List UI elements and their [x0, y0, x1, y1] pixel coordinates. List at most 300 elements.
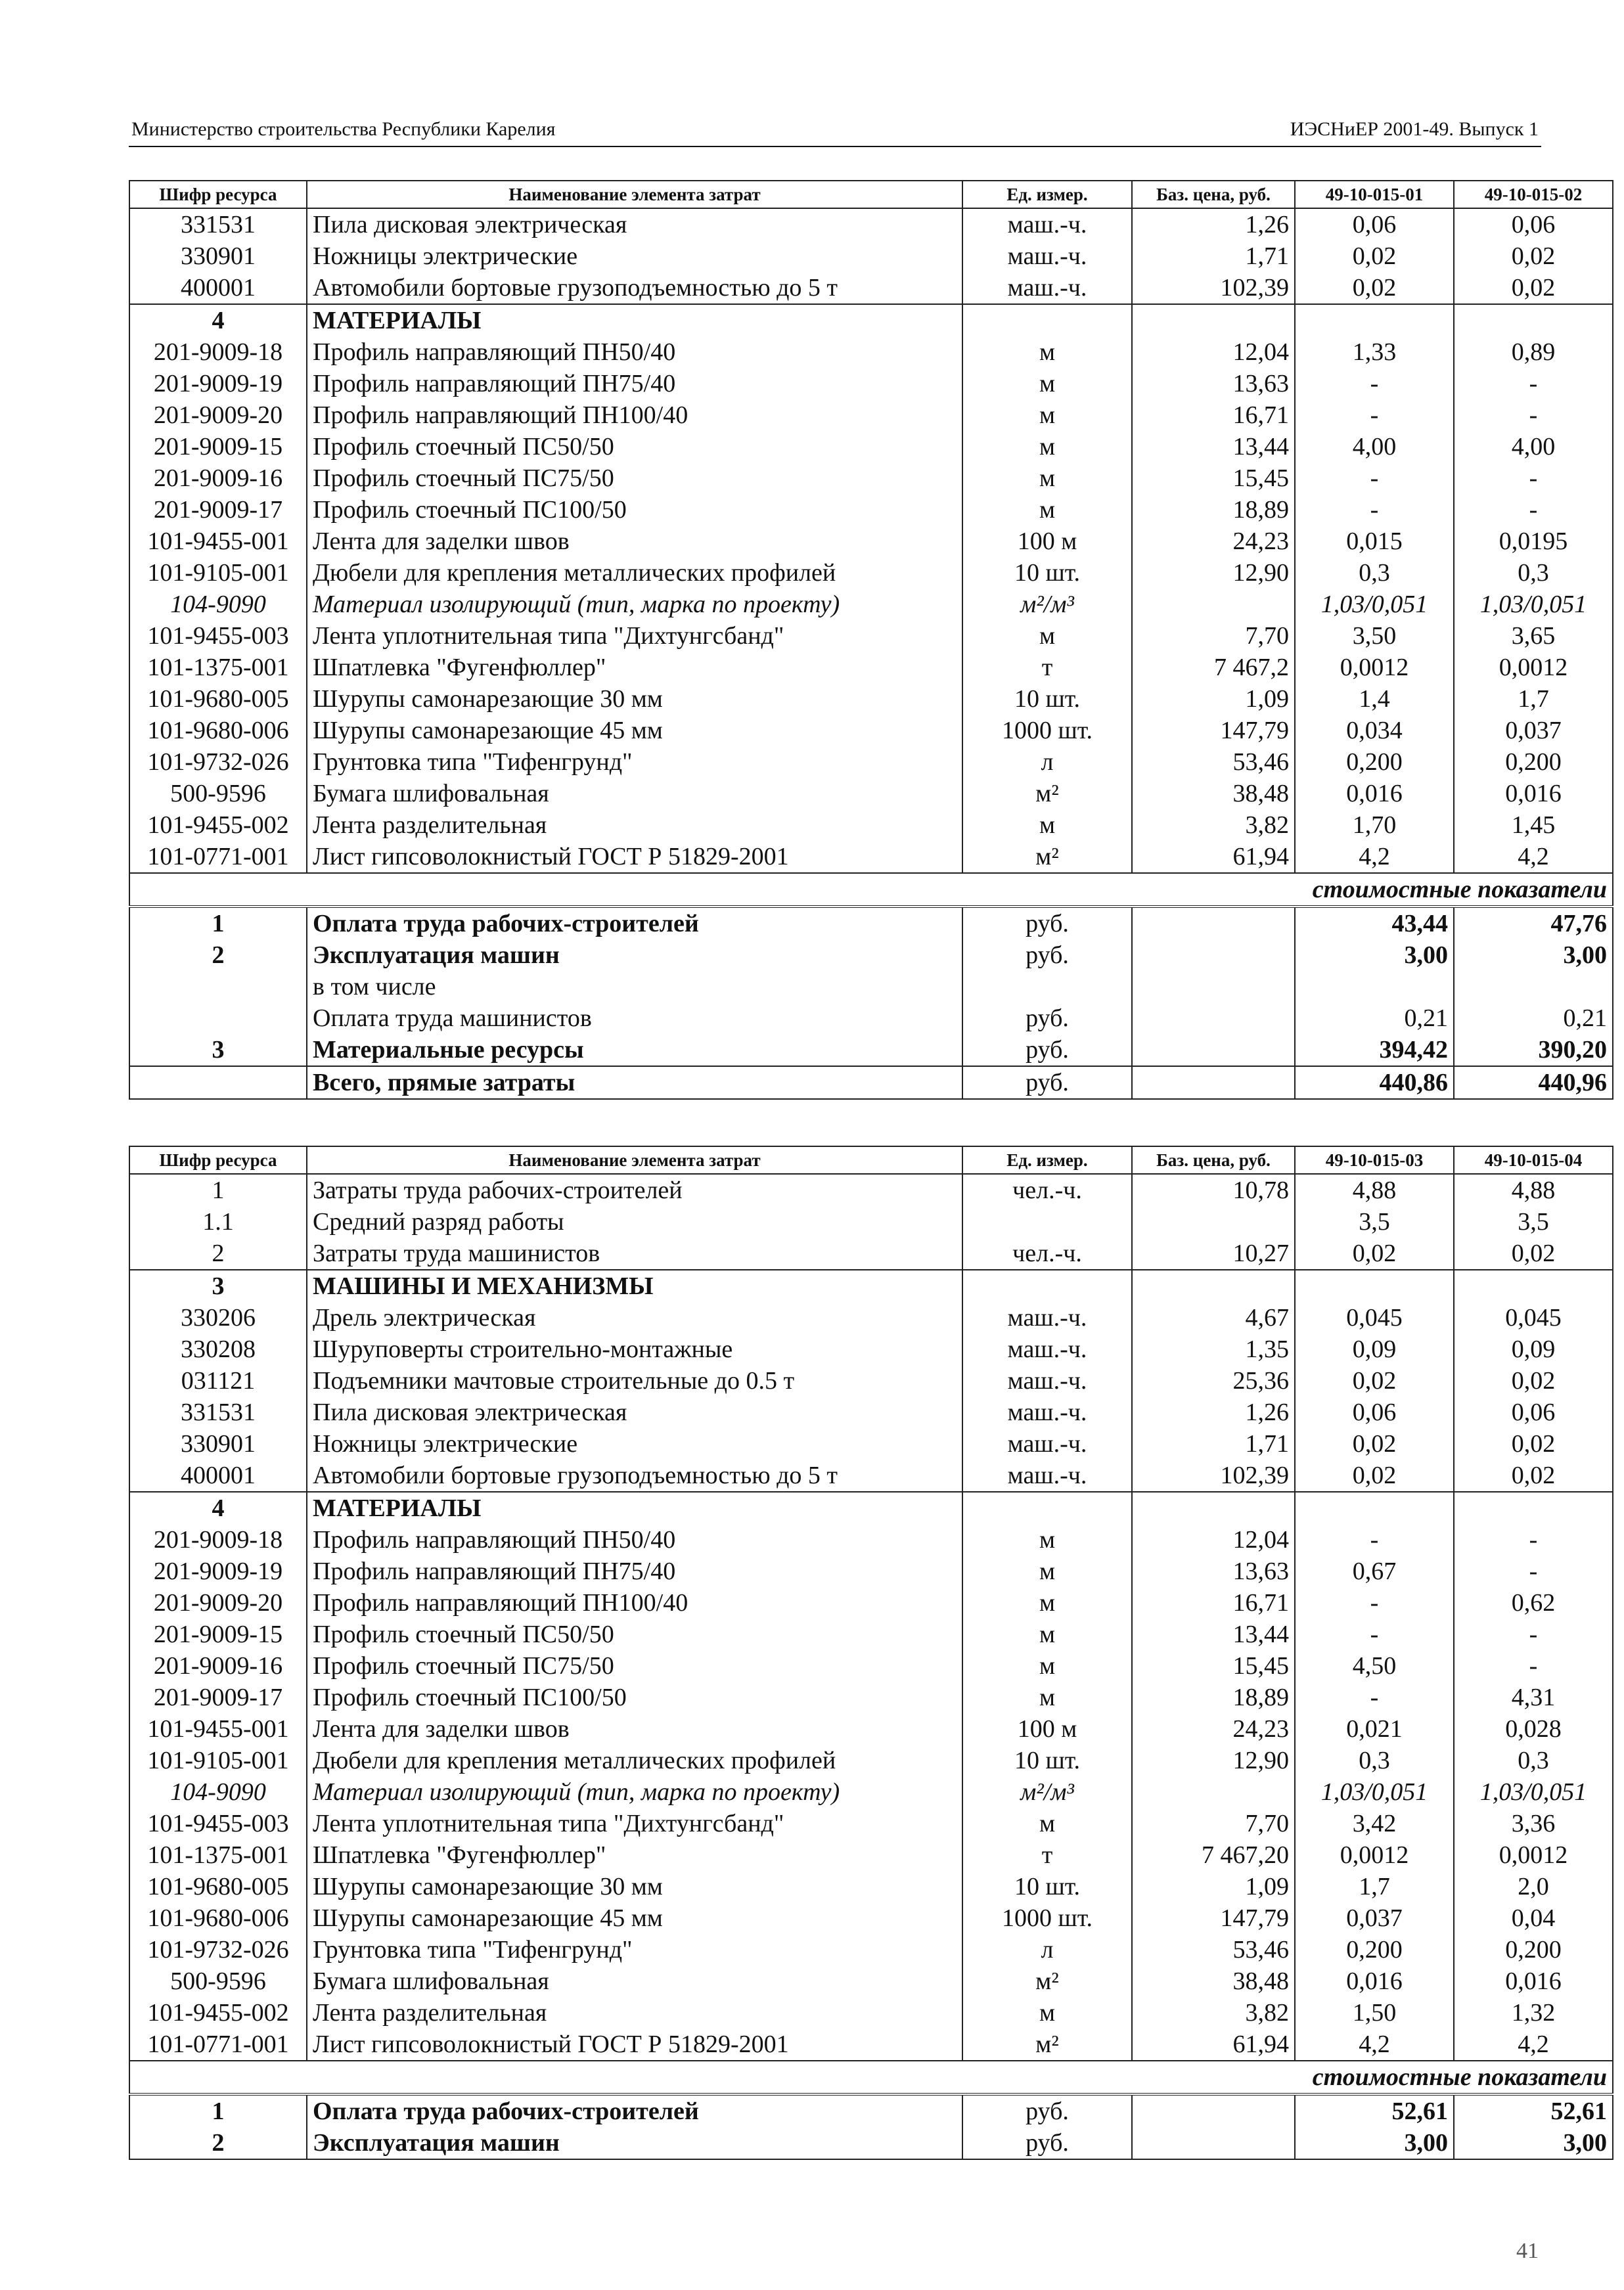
table-row: [129, 841, 1613, 873]
value-2-cell: 0,0195: [1454, 526, 1613, 557]
item-name-cell: Дюбели для крепления металлических профилей: [307, 557, 962, 589]
cost-table-1: [129, 180, 1613, 1100]
resource-code-cell: 2: [129, 939, 307, 971]
value-2-cell: 0,62: [1454, 1587, 1613, 1619]
cost-indicators-row: [129, 2061, 1613, 2094]
value-2-cell: 0,02: [1454, 1238, 1613, 1270]
value-2-cell: [1454, 971, 1613, 1002]
value-1-cell: 0,67: [1295, 1556, 1454, 1587]
value-2-cell: 0,06: [1454, 208, 1613, 240]
resource-code-cell: 330901: [129, 1428, 307, 1460]
resource-code-cell: 2: [129, 1238, 307, 1270]
unit-cell: руб.: [962, 1034, 1132, 1066]
column-header-base-price: Баз. цена, руб.: [1132, 181, 1295, 208]
value-2-cell: 4,2: [1454, 841, 1613, 873]
section-title-row: [129, 1492, 1613, 1524]
item-name-cell: Бумага шлифовальная: [307, 1965, 962, 1997]
value-1-cell: -: [1295, 1682, 1454, 1713]
base-price-cell: 61,94: [1132, 2029, 1295, 2061]
base-price-cell: 1,09: [1132, 683, 1295, 715]
base-price-cell: 1,09: [1132, 1871, 1295, 1902]
base-price-cell: 147,79: [1132, 715, 1295, 746]
value-1-cell: 3,00: [1295, 2127, 1454, 2159]
resource-code-cell: 1: [129, 2094, 307, 2127]
value-1-cell: 0,02: [1295, 240, 1454, 272]
resource-code-cell: 101-1375-001: [129, 1839, 307, 1871]
column-header-value-1: 49-10-015-01: [1295, 181, 1454, 208]
resource-code-cell: [129, 1002, 307, 1034]
value-2-cell: [1454, 304, 1613, 336]
unit-cell: м²: [962, 2029, 1132, 2061]
item-name-cell: Лента уплотнительная типа "Дихтунгсбанд": [307, 1808, 962, 1839]
unit-cell: маш.-ч.: [962, 208, 1132, 240]
value-1-cell: 0,016: [1295, 778, 1454, 809]
table-row: [129, 1934, 1613, 1965]
resource-code-cell: 500-9596: [129, 778, 307, 809]
table-row: [129, 620, 1613, 652]
table-row: [129, 1587, 1613, 1619]
resource-code-cell: 201-9009-16: [129, 1650, 307, 1682]
value-2-cell: -: [1454, 462, 1613, 494]
value-2-cell: 1,32: [1454, 1997, 1613, 2029]
base-price-cell: 24,23: [1132, 526, 1295, 557]
table-row: [129, 1238, 1613, 1270]
value-2-cell: 0,045: [1454, 1302, 1613, 1334]
resource-code-cell: 201-9009-17: [129, 1682, 307, 1713]
base-price-cell: 1,35: [1132, 1334, 1295, 1365]
base-price-cell: 13,44: [1132, 431, 1295, 462]
value-1-cell: [1295, 1270, 1454, 1302]
resource-code-cell: 101-9105-001: [129, 1745, 307, 1776]
unit-cell: м: [962, 1524, 1132, 1556]
resource-code-cell: 201-9009-15: [129, 1619, 307, 1650]
unit-cell: м: [962, 1587, 1132, 1619]
value-1-cell: 0,0012: [1295, 652, 1454, 683]
column-header-unit: Ед. измер.: [962, 181, 1132, 208]
cost-indicators-label: стоимостные показатели: [129, 2061, 1613, 2094]
resource-code-cell: 500-9596: [129, 1965, 307, 1997]
table-row: [129, 1524, 1613, 1556]
item-name-cell: Всего, прямые затраты: [307, 1066, 962, 1099]
value-2-cell: 1,03/0,051: [1454, 1776, 1613, 1808]
item-name-cell: Грунтовка типа "Тифенгрунд": [307, 1934, 962, 1965]
value-2-cell: 3,00: [1454, 939, 1613, 971]
base-price-cell: 12,04: [1132, 1524, 1295, 1556]
table-row: [129, 1650, 1613, 1682]
item-name-cell: Шурупы самонарезающие 30 мм: [307, 683, 962, 715]
base-price-cell: [1132, 304, 1295, 336]
base-price-cell: 1,71: [1132, 1428, 1295, 1460]
value-1-cell: 43,44: [1295, 907, 1454, 939]
table-row: [129, 1713, 1613, 1745]
item-name-cell: Лист гипсоволокнистый ГОСТ Р 51829-2001: [307, 2029, 962, 2061]
value-2-cell: 0,3: [1454, 557, 1613, 589]
value-1-cell: -: [1295, 399, 1454, 431]
unit-cell: чел.-ч.: [962, 1174, 1132, 1206]
base-price-cell: 12,90: [1132, 557, 1295, 589]
item-name-cell: Материальные ресурсы: [307, 1034, 962, 1066]
value-1-cell: 0,02: [1295, 272, 1454, 304]
base-price-cell: 3,82: [1132, 1997, 1295, 2029]
item-name-cell: Затраты труда машинистов: [307, 1238, 962, 1270]
value-2-cell: -: [1454, 1650, 1613, 1682]
item-name-cell: Средний разряд работы: [307, 1206, 962, 1238]
value-1-cell: 0,02: [1295, 1428, 1454, 1460]
unit-cell: м: [962, 1619, 1132, 1650]
table-row: [129, 240, 1613, 272]
base-price-cell: 147,79: [1132, 1902, 1295, 1934]
table-row: [129, 1302, 1613, 1334]
table-row: [129, 1460, 1613, 1492]
unit-cell: л: [962, 746, 1132, 778]
value-2-cell: 3,00: [1454, 2127, 1613, 2159]
table-row: [129, 462, 1613, 494]
value-1-cell: 4,2: [1295, 2029, 1454, 2061]
item-name-cell: Ножницы электрические: [307, 1428, 962, 1460]
resource-code-cell: 104-9090: [129, 589, 307, 620]
table-row: [129, 1965, 1613, 1997]
unit-cell: 10 шт.: [962, 557, 1132, 589]
value-1-cell: 4,2: [1295, 841, 1454, 873]
value-1-cell: -: [1295, 1524, 1454, 1556]
resource-code-cell: 3: [129, 1034, 307, 1066]
column-header-resource-code: Шифр ресурса: [129, 1146, 307, 1174]
table-header-row: [129, 1146, 1613, 1174]
base-price-cell: [1132, 1270, 1295, 1302]
base-price-cell: 1,71: [1132, 240, 1295, 272]
unit-cell: 100 м: [962, 1713, 1132, 1745]
resource-code-cell: 201-9009-17: [129, 494, 307, 526]
value-2-cell: -: [1454, 368, 1613, 399]
value-1-cell: 0,02: [1295, 1365, 1454, 1397]
base-price-cell: 38,48: [1132, 778, 1295, 809]
document-header-left: Министерство строительства Республики Карелия: [131, 118, 556, 140]
base-price-cell: [1132, 1206, 1295, 1238]
base-price-cell: 15,45: [1132, 462, 1295, 494]
total-row: [129, 1066, 1613, 1099]
value-1-cell: 1,7: [1295, 1871, 1454, 1902]
unit-cell: маш.-ч.: [962, 1397, 1132, 1428]
unit-cell: [962, 304, 1132, 336]
column-header-value-2: 49-10-015-04: [1454, 1146, 1613, 1174]
table-row: [129, 526, 1613, 557]
unit-cell: т: [962, 1839, 1132, 1871]
base-price-cell: 1,26: [1132, 208, 1295, 240]
value-1-cell: 3,00: [1295, 939, 1454, 971]
column-header-base-price: Баз. цена, руб.: [1132, 1146, 1295, 1174]
value-2-cell: 0,0012: [1454, 1839, 1613, 1871]
value-1-cell: 0,06: [1295, 1397, 1454, 1428]
resource-code-cell: 201-9009-15: [129, 431, 307, 462]
value-1-cell: -: [1295, 368, 1454, 399]
value-2-cell: 4,00: [1454, 431, 1613, 462]
value-1-cell: 0,045: [1295, 1302, 1454, 1334]
value-2-cell: 0,02: [1454, 1365, 1613, 1397]
value-1-cell: -: [1295, 1619, 1454, 1650]
cost-summary-row: [129, 971, 1613, 1002]
base-price-cell: [1132, 1776, 1295, 1808]
resource-code-cell: 3: [129, 1270, 307, 1302]
value-2-cell: 0,028: [1454, 1713, 1613, 1745]
value-2-cell: 0,06: [1454, 1397, 1613, 1428]
item-name-cell: Лента для заделки швов: [307, 526, 962, 557]
value-2-cell: 0,3: [1454, 1745, 1613, 1776]
column-header-item-name: Наименование элемента затрат: [307, 1146, 962, 1174]
unit-cell: руб.: [962, 2094, 1132, 2127]
unit-cell: м: [962, 1808, 1132, 1839]
section-title-row: [129, 1270, 1613, 1302]
item-name-cell: МАТЕРИАЛЫ: [307, 304, 962, 336]
value-1-cell: 0,02: [1295, 1460, 1454, 1492]
value-1-cell: 3,50: [1295, 620, 1454, 652]
item-name-cell: Шпатлевка "Фугенфюллер": [307, 652, 962, 683]
item-name-cell: Шпатлевка "Фугенфюллер": [307, 1839, 962, 1871]
item-name-cell: Бумага шлифовальная: [307, 778, 962, 809]
unit-cell: 10 шт.: [962, 683, 1132, 715]
table-row: [129, 557, 1613, 589]
item-name-cell: Дюбели для крепления металлических профилей: [307, 1745, 962, 1776]
base-price-cell: 13,44: [1132, 1619, 1295, 1650]
unit-cell: 1000 шт.: [962, 1902, 1132, 1934]
base-price-cell: 15,45: [1132, 1650, 1295, 1682]
value-1-cell: 0,200: [1295, 746, 1454, 778]
resource-code-cell: 201-9009-19: [129, 1556, 307, 1587]
value-1-cell: 4,50: [1295, 1650, 1454, 1682]
item-name-cell: Шуруповерты строительно-монтажные: [307, 1334, 962, 1365]
value-2-cell: 0,02: [1454, 272, 1613, 304]
cost-summary-row: [129, 2094, 1613, 2127]
unit-cell: м: [962, 494, 1132, 526]
table-row: [129, 1776, 1613, 1808]
table-row: [129, 652, 1613, 683]
cost-summary-row: [129, 1034, 1613, 1066]
base-price-cell: [1132, 907, 1295, 939]
value-2-cell: [1454, 1270, 1613, 1302]
value-2-cell: 440,96: [1454, 1066, 1613, 1099]
resource-code-cell: 330208: [129, 1334, 307, 1365]
value-2-cell: 3,5: [1454, 1206, 1613, 1238]
resource-code-cell: 031121: [129, 1365, 307, 1397]
value-1-cell: -: [1295, 462, 1454, 494]
document-header-right: ИЭСНиЕР 2001-49. Выпуск 1: [1290, 118, 1539, 140]
value-1-cell: 3,42: [1295, 1808, 1454, 1839]
table-row: [129, 683, 1613, 715]
base-price-cell: 13,63: [1132, 1556, 1295, 1587]
unit-cell: м²: [962, 841, 1132, 873]
resource-code-cell: [129, 1066, 307, 1099]
unit-cell: маш.-ч.: [962, 1365, 1132, 1397]
value-1-cell: [1295, 304, 1454, 336]
resource-code-cell: 201-9009-18: [129, 336, 307, 368]
value-2-cell: 3,36: [1454, 1808, 1613, 1839]
value-2-cell: -: [1454, 399, 1613, 431]
table-row: [129, 2029, 1613, 2061]
base-price-cell: [1132, 2094, 1295, 2127]
value-1-cell: 0,021: [1295, 1713, 1454, 1745]
column-header-unit: Ед. измер.: [962, 1146, 1132, 1174]
unit-cell: руб.: [962, 2127, 1132, 2159]
unit-cell: 1000 шт.: [962, 715, 1132, 746]
value-1-cell: 1,4: [1295, 683, 1454, 715]
item-name-cell: Пила дисковая электрическая: [307, 208, 962, 240]
unit-cell: м: [962, 1556, 1132, 1587]
base-price-cell: 25,36: [1132, 1365, 1295, 1397]
value-1-cell: 1,03/0,051: [1295, 1776, 1454, 1808]
cost-table-2: [129, 1146, 1613, 2160]
value-1-cell: [1295, 971, 1454, 1002]
unit-cell: [962, 1492, 1132, 1524]
table-row: [129, 809, 1613, 841]
item-name-cell: Профиль стоечный ПС50/50: [307, 1619, 962, 1650]
base-price-cell: 18,89: [1132, 494, 1295, 526]
table-row: [129, 1365, 1613, 1397]
value-2-cell: 0,89: [1454, 336, 1613, 368]
value-2-cell: 0,0012: [1454, 652, 1613, 683]
value-2-cell: 0,09: [1454, 1334, 1613, 1365]
resource-code-cell: 101-9455-002: [129, 1997, 307, 2029]
resource-code-cell: 201-9009-20: [129, 1587, 307, 1619]
resource-code-cell: 201-9009-20: [129, 399, 307, 431]
value-2-cell: -: [1454, 1556, 1613, 1587]
cost-indicators-label: стоимостные показатели: [129, 873, 1613, 907]
unit-cell: м: [962, 431, 1132, 462]
base-price-cell: [1132, 1002, 1295, 1034]
unit-cell: м: [962, 1682, 1132, 1713]
value-2-cell: 1,45: [1454, 809, 1613, 841]
table-row: [129, 1871, 1613, 1902]
unit-cell: руб.: [962, 939, 1132, 971]
item-name-cell: Эксплуатация машин: [307, 2127, 962, 2159]
resource-code-cell: 331531: [129, 208, 307, 240]
value-1-cell: 0,06: [1295, 208, 1454, 240]
column-header-value-2: 49-10-015-02: [1454, 181, 1613, 208]
unit-cell: чел.-ч.: [962, 1238, 1132, 1270]
value-1-cell: 0,09: [1295, 1334, 1454, 1365]
base-price-cell: [1132, 1066, 1295, 1099]
value-1-cell: 3,5: [1295, 1206, 1454, 1238]
table-row: [129, 399, 1613, 431]
table-row: [129, 431, 1613, 462]
resource-code-cell: 1: [129, 1174, 307, 1206]
item-name-cell: Пила дисковая электрическая: [307, 1397, 962, 1428]
value-2-cell: 0,02: [1454, 1428, 1613, 1460]
base-price-cell: 12,04: [1132, 336, 1295, 368]
unit-cell: маш.-ч.: [962, 1428, 1132, 1460]
unit-cell: м: [962, 368, 1132, 399]
resource-code-cell: 201-9009-18: [129, 1524, 307, 1556]
item-name-cell: Автомобили бортовые грузоподъемностью до 5 т: [307, 1460, 962, 1492]
unit-cell: 100 м: [962, 526, 1132, 557]
table-row: [129, 336, 1613, 368]
value-2-cell: 0,037: [1454, 715, 1613, 746]
unit-cell: м: [962, 399, 1132, 431]
header-rule: [129, 146, 1541, 147]
value-1-cell: 4,88: [1295, 1174, 1454, 1206]
unit-cell: м: [962, 1650, 1132, 1682]
value-1-cell: 0,21: [1295, 1002, 1454, 1034]
cost-summary-row: [129, 939, 1613, 971]
unit-cell: л: [962, 1934, 1132, 1965]
value-1-cell: 1,70: [1295, 809, 1454, 841]
table-row: [129, 1682, 1613, 1713]
base-price-cell: 7 467,20: [1132, 1839, 1295, 1871]
item-name-cell: Профиль стоечный ПС75/50: [307, 462, 962, 494]
value-1-cell: 52,61: [1295, 2094, 1454, 2127]
value-2-cell: 0,016: [1454, 778, 1613, 809]
base-price-cell: 38,48: [1132, 1965, 1295, 1997]
value-2-cell: 0,02: [1454, 240, 1613, 272]
resource-code-cell: 1.1: [129, 1206, 307, 1238]
value-2-cell: 0,21: [1454, 1002, 1613, 1034]
item-name-cell: Грунтовка типа "Тифенгрунд": [307, 746, 962, 778]
value-1-cell: 1,33: [1295, 336, 1454, 368]
item-name-cell: МАТЕРИАЛЫ: [307, 1492, 962, 1524]
base-price-cell: 3,82: [1132, 809, 1295, 841]
unit-cell: м²: [962, 1965, 1132, 1997]
unit-cell: маш.-ч.: [962, 272, 1132, 304]
item-name-cell: Оплата труда машинистов: [307, 1002, 962, 1034]
base-price-cell: 24,23: [1132, 1713, 1295, 1745]
resource-code-cell: 101-9680-006: [129, 715, 307, 746]
value-2-cell: 52,61: [1454, 2094, 1613, 2127]
value-1-cell: 0,037: [1295, 1902, 1454, 1934]
cost-summary-row: [129, 907, 1613, 939]
resource-code-cell: 101-9680-005: [129, 683, 307, 715]
value-2-cell: 4,2: [1454, 2029, 1613, 2061]
value-2-cell: 0,200: [1454, 1934, 1613, 1965]
item-name-cell: Профиль направляющий ПН100/40: [307, 399, 962, 431]
unit-cell: м: [962, 809, 1132, 841]
value-1-cell: -: [1295, 1587, 1454, 1619]
unit-cell: м²: [962, 778, 1132, 809]
resource-code-cell: 101-9680-006: [129, 1902, 307, 1934]
cost-indicators-row: [129, 873, 1613, 907]
value-2-cell: 1,7: [1454, 683, 1613, 715]
resource-code-cell: 101-9455-003: [129, 1808, 307, 1839]
resource-code-cell: 101-0771-001: [129, 841, 307, 873]
item-name-cell: Профиль стоечный ПС100/50: [307, 494, 962, 526]
value-2-cell: [1454, 1492, 1613, 1524]
value-2-cell: 2,0: [1454, 1871, 1613, 1902]
item-name-cell: Затраты труда рабочих-строителей: [307, 1174, 962, 1206]
value-1-cell: 0,015: [1295, 526, 1454, 557]
resource-code-cell: 330901: [129, 240, 307, 272]
value-2-cell: 0,016: [1454, 1965, 1613, 1997]
table-row: [129, 368, 1613, 399]
value-2-cell: 0,200: [1454, 746, 1613, 778]
value-2-cell: 1,03/0,051: [1454, 589, 1613, 620]
table-row: [129, 1808, 1613, 1839]
value-1-cell: 0,02: [1295, 1238, 1454, 1270]
value-1-cell: 0,3: [1295, 1745, 1454, 1776]
base-price-cell: 53,46: [1132, 746, 1295, 778]
table-row: [129, 1174, 1613, 1206]
value-2-cell: 4,31: [1454, 1682, 1613, 1713]
item-name-cell: Шурупы самонарезающие 45 мм: [307, 715, 962, 746]
base-price-cell: 7,70: [1132, 620, 1295, 652]
unit-cell: м: [962, 620, 1132, 652]
table-row: [129, 1902, 1613, 1934]
item-name-cell: Автомобили бортовые грузоподъемностью до 5 т: [307, 272, 962, 304]
column-header-item-name: Наименование элемента затрат: [307, 181, 962, 208]
table-row: [129, 208, 1613, 240]
unit-cell: м²/м³: [962, 1776, 1132, 1808]
base-price-cell: [1132, 939, 1295, 971]
value-1-cell: 0,3: [1295, 557, 1454, 589]
resource-code-cell: 101-1375-001: [129, 652, 307, 683]
item-name-cell: Профиль стоечный ПС75/50: [307, 1650, 962, 1682]
value-1-cell: 0,200: [1295, 1934, 1454, 1965]
